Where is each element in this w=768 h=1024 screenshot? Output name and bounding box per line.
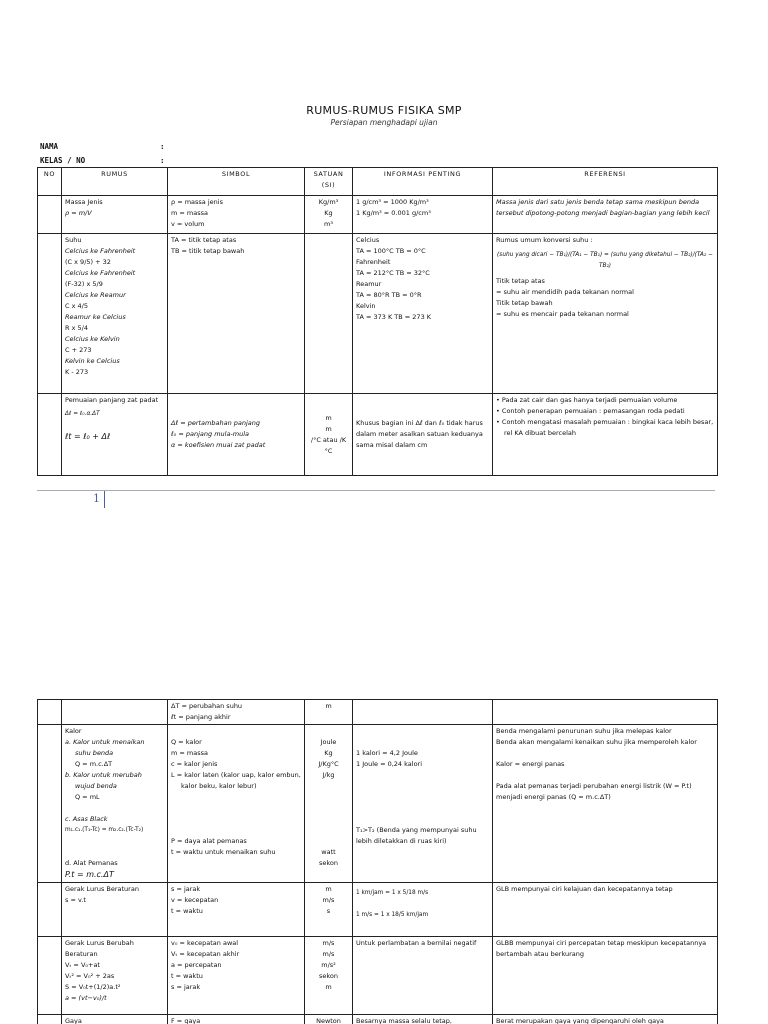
table-row [38,725,718,883]
referensi-cell: Berat merupakan gaya yang dipengaruhi oleh gaya [493,1015,718,1024]
header-rumus: RUMUS [62,168,168,196]
formula-table-page2 [37,699,718,1024]
simbol-cell: ΔT = perubahan suhu ℓt = panjang akhir [168,700,305,725]
info-cell: Besarnya massa selalu tetap, [353,1015,493,1024]
satuan-cell: Joule Kg J/Kg°C J/kg watt sekon [305,725,353,883]
rumus-cell: Suhu Celcius ke Fahrenheit (C x 9/5) + 32 Celcius ke Fahrenheit (F-32) x 5/9 Celcius ke Reamur C x 4/5 Reamur ke Celcius R x 5/4 Celcius ke Kelvin C + 273 Kelvin ke Celcius K - 273 [62,234,168,394]
page-subtitle: Persiapan menghadapi ujian [330,118,438,127]
info-cell: 1 km/jam = 1 x 5/18 m/s 1 m/s = 1 x 18/5 km/jam [353,883,493,937]
page-number-bar [104,491,105,508]
referensi-cell: Massa jenis dari satu jenis benda tetap sama meskipun benda tersebut dipotong-potong menjadi bagian-bagian yang lebih kecil [493,196,718,234]
simbol-cell: ρ = massa jenis m = massa v = volum [168,196,305,234]
info-cell: Khusus bagian ini Δℓ dan ℓ₀ tidak harus dalam meter asalkan satuan keduanya sama misal dalam cm [353,394,493,476]
rumus-cell: Gerak Lurus Berubah Beraturan Vₜ = V₀+at Vₜ² = V₀² + 2as S = V₀t+(1/2)a.t² a = (vt−v₀)/t [62,937,168,1015]
simbol-cell: F = gaya [168,1015,305,1024]
header-satuan: SATUAN (SI) [305,168,353,196]
satuan-cell: m [305,700,353,725]
info-cell: Untuk perlambatan a bernilai negatif [353,937,493,1015]
header-referensi: REFERENSI [493,168,718,196]
satuan-cell: Newton [305,1015,353,1024]
formula-table-page1 [37,167,718,476]
page-number: 1 [93,492,100,505]
info-cell: 1 g/cm³ = 1000 Kg/m³ 1 Kg/m³ = 0.001 g/cm³ [353,196,493,234]
referensi-cell: Benda mengalami penurunan suhu jika melepas kalor Benda akan mengalami kenaikan suhu jika memperoleh kalor Kalor = energi panas Pada alat pemanas terjadi perubahan energi listrik (W = P.t) menjadi energi panas (Q = m.c.ΔT) [493,725,718,883]
rumus-cell: Pemuaian panjang zat padat Δℓ = ℓ₀.α.ΔT ℓt = ℓ₀ + Δℓ [62,394,168,476]
table-row [38,883,718,937]
rumus-cell: Kalor a. Kalor untuk menaikan suhu benda Q = m.c.ΔT b. Kalor untuk merubah wujud benda Q = mL c. Asas Black m₁.c₁.(T₁-Tc) = m₂.c₂.(Tc-T₂) d. Alat Pemanas P.t = m.c.ΔT [62,725,168,883]
page-title: RUMUS-RUMUS FISIKA SMP [306,104,462,117]
table-row [38,700,718,725]
table-row [38,1015,718,1024]
table-row [38,937,718,1015]
rumus-cell: Gaya [62,1015,168,1024]
table-row [38,394,718,476]
simbol-cell: Δℓ = pertambahan panjang ℓ₀ = panjang mula-mula α = koefisien muai zat padat [168,394,305,476]
table-header-row [38,168,718,196]
info-cell: 1 kalori = 4,2 Joule 1 Joule = 0,24 kalori T₁>T₂ (Benda yang mempunyai suhu lebih diletakkan di ruas kiri) [353,725,493,883]
table-row [38,234,718,394]
satuan-cell: m m/s s [305,883,353,937]
satuan-cell: m m /°C atau /K °C [305,394,353,476]
referensi-cell: GLBB mempunyai ciri percepatan tetap meskipun kecepatannya bertambah atau berkurang [493,937,718,1015]
referensi-cell: • Pada zat cair dan gas hanya terjadi pemuaian volume • Contoh penerapan pemuaian : pemasangan roda pedati • Contoh mengatasi masalah pemuaian : bingkai kaca lebih besar, rel KA dibuat bercelah [493,394,718,476]
simbol-cell: Q = kalor m = massa c = kalor jenis L = kalor laten (kalor uap, kalor embun, kalor beku, kalor lebur) P = daya alat pemanas t = waktu untuk menaikan suhu [168,725,305,883]
simbol-cell: TA = titik tetap atas TB = titik tetap bawah [168,234,305,394]
simbol-cell: s = jarak v = kecepatan t = waktu [168,883,305,937]
conversion-formula: (suhu yang dicari − TB₁)/(TA₁ − TB₁) = (suhu yang diketahui − TB₂)/(TA₂ − TB₂) [497,252,713,269]
name-field: NAMA : [40,142,165,151]
rumus-cell: Massa Jenis ρ = m/V [62,196,168,234]
table-row [38,196,718,234]
rumus-cell: Gerak Lurus Beraturan s = v.t [62,883,168,937]
page-divider [37,490,715,491]
satuan-cell: Kg/m³ Kg m³ [305,196,353,234]
satuan-cell: m/s m/s m/s² sekon m [305,937,353,1015]
info-cell: Celcius TA = 100°C TB = 0°C Fahrenheit TA = 212°C TB = 32°C Reamur TA = 80°R TB = 0°R Kelvin TA = 373 K TB = 273 K [353,234,493,394]
class-field: KELAS / NO : [40,156,165,165]
header-info: INFORMASI PENTING [353,168,493,196]
simbol-cell: v₀ = kecepatan awal Vₜ = kecepatan akhir a = percepatan t = waktu s = jarak [168,937,305,1015]
referensi-cell: Rumus umum konversi suhu : (suhu yang dicari − TB₁)/(TA₁ − TB₁) = (suhu yang diketahui − TB₂)/(TA₂ − TB₂) Titik tetap atas = suhu air mendidih pada tekanan normal Titik tetap bawah = suhu es mencair pada tekanan normal [493,234,718,394]
referensi-cell: GLB mempunyai ciri kelajuan dan kecepatannya tetap [493,883,718,937]
header-no: NO [38,168,62,196]
header-simbol: SIMBOL [168,168,305,196]
